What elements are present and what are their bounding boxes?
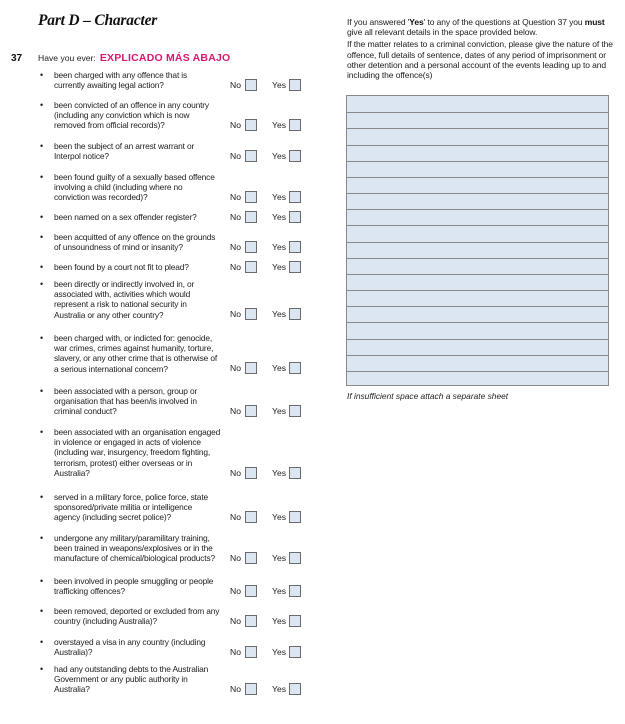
yes-option[interactable] bbox=[272, 405, 301, 418]
answer-choices bbox=[230, 552, 313, 566]
yes-checkbox[interactable] bbox=[289, 211, 301, 223]
ruled-line bbox=[347, 371, 608, 372]
question-text bbox=[38, 53, 230, 63]
no-option[interactable] bbox=[230, 405, 257, 418]
no-option[interactable] bbox=[230, 119, 257, 132]
question-item-line: trafficking offences? bbox=[54, 586, 126, 597]
no-checkbox[interactable] bbox=[245, 79, 257, 91]
question-number: 37 bbox=[11, 53, 23, 64]
no-label: No bbox=[230, 120, 241, 131]
no-label: No bbox=[230, 241, 241, 252]
no-checkbox[interactable] bbox=[245, 405, 257, 417]
bullet-icon: • bbox=[40, 386, 44, 396]
section-title: Part D – Character bbox=[38, 12, 158, 29]
question-item-line: in violence or engaged in acts of violence bbox=[54, 437, 201, 448]
no-label: No bbox=[230, 553, 241, 564]
question-item-line: Australia? bbox=[54, 684, 90, 695]
question-item bbox=[38, 492, 313, 523]
yes-option[interactable] bbox=[272, 645, 301, 658]
no-checkbox[interactable] bbox=[245, 241, 257, 253]
question-item-line: criminal conduct? bbox=[54, 406, 117, 417]
ruled-line bbox=[347, 161, 608, 162]
yes-checkbox[interactable] bbox=[289, 615, 301, 627]
question-item-text bbox=[54, 172, 229, 203]
question-item-text bbox=[54, 606, 229, 626]
yes-option[interactable] bbox=[272, 466, 301, 479]
no-checkbox[interactable] bbox=[245, 646, 257, 658]
question-item-text bbox=[54, 492, 229, 523]
ruled-line bbox=[347, 225, 608, 226]
yes-label: Yes bbox=[272, 150, 287, 161]
question-item-text bbox=[54, 333, 229, 374]
yes-label: Yes bbox=[272, 684, 287, 695]
question-item-line: overstayed a visa in any country (including bbox=[54, 637, 206, 647]
ruled-line bbox=[347, 145, 608, 146]
ruled-line bbox=[347, 112, 608, 113]
question-item bbox=[38, 637, 313, 657]
ruled-line bbox=[347, 306, 608, 307]
question-item-line: involving a child (including where no bbox=[54, 182, 183, 193]
answer-choices bbox=[230, 584, 313, 598]
question-item bbox=[38, 141, 313, 161]
yes-label: Yes bbox=[272, 646, 287, 657]
yes-option[interactable] bbox=[272, 78, 301, 91]
yes-label: Yes bbox=[272, 467, 287, 478]
bullet-icon: • bbox=[40, 492, 44, 502]
question-item-line: manufacture of chemical/biological products? bbox=[54, 553, 215, 564]
yes-checkbox[interactable] bbox=[289, 308, 301, 320]
no-label: No bbox=[230, 512, 241, 523]
no-option[interactable] bbox=[230, 240, 257, 253]
yes-label: Yes bbox=[272, 585, 287, 596]
yes-option[interactable] bbox=[272, 210, 301, 223]
answer-choices bbox=[230, 191, 313, 205]
question-item-line: undergone any military/paramilitary training, bbox=[54, 533, 210, 543]
ruled-line bbox=[347, 339, 608, 340]
no-checkbox[interactable] bbox=[245, 362, 257, 374]
details-text-area[interactable] bbox=[346, 95, 609, 386]
no-option[interactable] bbox=[230, 260, 257, 273]
no-option[interactable] bbox=[230, 614, 257, 627]
answer-choices bbox=[230, 119, 313, 133]
no-checkbox[interactable] bbox=[245, 191, 257, 203]
answer-choices bbox=[230, 240, 313, 254]
no-label: No bbox=[230, 261, 241, 272]
question-item-line: Australia)? bbox=[54, 647, 93, 658]
question-item-line: been charged with, or indicted for: genocide, bbox=[54, 333, 213, 343]
bullet-icon: • bbox=[40, 232, 44, 242]
yes-checkbox[interactable] bbox=[289, 405, 301, 417]
question-item bbox=[38, 576, 313, 596]
yes-option[interactable] bbox=[272, 362, 301, 375]
question-item-line: removed from official records)? bbox=[54, 120, 165, 131]
question-item-line: (including war, insurgency, freedom fighting, bbox=[54, 447, 211, 458]
question-item-line: had any outstanding debts to the Australian bbox=[54, 664, 209, 674]
yes-label: Yes bbox=[272, 309, 287, 320]
question-item bbox=[38, 386, 313, 417]
ruled-line bbox=[347, 209, 608, 210]
question-item-text bbox=[54, 576, 229, 596]
bullet-icon: • bbox=[40, 279, 44, 289]
no-label: No bbox=[230, 363, 241, 374]
question-item-line: been associated with an organisation engaged bbox=[54, 427, 221, 437]
no-checkbox[interactable] bbox=[245, 552, 257, 564]
no-label: No bbox=[230, 192, 241, 203]
question-item-line: slavery, or any other crime that is otherwise of bbox=[54, 353, 218, 364]
question-item-line: associated with, activities which would bbox=[54, 289, 191, 300]
bullet-icon: • bbox=[40, 70, 44, 80]
question-item-line: been the subject of an arrest warrant or bbox=[54, 141, 195, 151]
answer-choices bbox=[230, 405, 313, 419]
question-item-line: agency (including secret police)? bbox=[54, 512, 172, 523]
yes-checkbox[interactable] bbox=[289, 467, 301, 479]
yes-label: Yes bbox=[272, 553, 287, 564]
no-option[interactable] bbox=[230, 210, 257, 223]
yes-checkbox[interactable] bbox=[289, 362, 301, 374]
no-label: No bbox=[230, 309, 241, 320]
yes-checkbox[interactable] bbox=[289, 511, 301, 523]
question-item-text bbox=[54, 70, 229, 90]
question-item bbox=[38, 606, 313, 626]
question-item-line: country (including Australia)? bbox=[54, 616, 158, 627]
yes-option[interactable] bbox=[272, 552, 301, 565]
question-item-line: been removed, deported or excluded from any bbox=[54, 606, 220, 616]
question-item bbox=[38, 664, 313, 695]
question-label: Have you ever: bbox=[38, 53, 96, 63]
question-item-line: (including any conviction which is now bbox=[54, 110, 190, 121]
question-item-line: Australia? bbox=[54, 467, 90, 478]
question-item-text bbox=[54, 262, 229, 272]
bullet-icon: • bbox=[40, 606, 44, 616]
question-item-line: served in a military force, police force, state bbox=[54, 492, 209, 502]
no-label: No bbox=[230, 585, 241, 596]
details-criminal-instructions: If the matter relates to a criminal conviction, please give the nature of the offence, full details of sentence, dates of any period of imprisonment or other detention and a personal account of the events leading up to and including the offence(s) bbox=[347, 39, 613, 81]
question-item-line: Australia or any other country? bbox=[54, 309, 164, 320]
no-option[interactable] bbox=[230, 149, 257, 162]
question-item bbox=[38, 427, 313, 478]
yes-checkbox[interactable] bbox=[289, 261, 301, 273]
yes-option[interactable] bbox=[272, 191, 301, 204]
yes-label: Yes bbox=[272, 261, 287, 272]
no-label: No bbox=[230, 646, 241, 657]
question-item-line: been found by a court not fit to plead? bbox=[54, 262, 189, 272]
bullet-icon: • bbox=[40, 427, 44, 437]
yes-label: Yes bbox=[272, 79, 287, 90]
ruled-line bbox=[347, 322, 608, 323]
bullet-icon: • bbox=[40, 212, 44, 222]
no-label: No bbox=[230, 211, 241, 222]
ruled-line bbox=[347, 128, 608, 129]
no-checkbox[interactable] bbox=[245, 511, 257, 523]
answer-choices bbox=[230, 683, 313, 697]
no-checkbox[interactable] bbox=[245, 119, 257, 131]
question-item-line: been acquitted of any offence on the grounds bbox=[54, 232, 216, 242]
question-item-line: Interpol notice? bbox=[54, 151, 109, 162]
ruled-line bbox=[347, 177, 608, 178]
no-checkbox[interactable] bbox=[245, 585, 257, 597]
question-item-text bbox=[54, 427, 229, 478]
yes-option[interactable] bbox=[272, 240, 301, 253]
yes-option[interactable] bbox=[272, 308, 301, 321]
question-item-line: organisation that has been/is involved in bbox=[54, 396, 197, 407]
question-item-line: been trained in weapons/explosives or in the bbox=[54, 543, 213, 554]
details-intro: If you answered 'Yes' to any of the questions at Question 37 you must give all relevant details in the space provided below. bbox=[347, 17, 605, 38]
no-checkbox[interactable] bbox=[245, 211, 257, 223]
question-item-line: terrorism, protest) either overseas or in bbox=[54, 457, 193, 468]
question-item-line: conviction was recorded)? bbox=[54, 192, 148, 203]
bullet-icon: • bbox=[40, 262, 44, 272]
no-label: No bbox=[230, 615, 241, 626]
question-item-text bbox=[54, 386, 229, 417]
details-instructions bbox=[347, 17, 615, 82]
yes-label: Yes bbox=[272, 241, 287, 252]
yes-label: Yes bbox=[272, 615, 287, 626]
yes-checkbox[interactable] bbox=[289, 646, 301, 658]
yes-label: Yes bbox=[272, 120, 287, 131]
answer-choices bbox=[230, 614, 313, 628]
no-checkbox[interactable] bbox=[245, 467, 257, 479]
question-item-text bbox=[54, 100, 229, 131]
ruled-line bbox=[347, 193, 608, 194]
question-item bbox=[38, 212, 313, 222]
question-note: EXPLICADO MÁS ABAJO bbox=[99, 52, 231, 64]
question-item-line: of unsoundness of mind or insanity? bbox=[54, 242, 183, 253]
bullet-icon: • bbox=[40, 141, 44, 151]
bullet-icon: • bbox=[40, 664, 44, 674]
question-item-line: been charged with any offence that is bbox=[54, 70, 188, 80]
bullet-icon: • bbox=[40, 533, 44, 543]
ruled-line bbox=[347, 242, 608, 243]
question-item bbox=[38, 100, 313, 131]
answer-choices bbox=[230, 362, 313, 376]
yes-label: Yes bbox=[272, 406, 287, 417]
yes-checkbox[interactable] bbox=[289, 585, 301, 597]
question-item-line: been found guilty of a sexually based offence bbox=[54, 172, 215, 182]
no-checkbox[interactable] bbox=[245, 150, 257, 162]
ruled-line bbox=[347, 355, 608, 356]
yes-option[interactable] bbox=[272, 683, 301, 696]
yes-label: Yes bbox=[272, 192, 287, 203]
answer-choices bbox=[230, 466, 313, 480]
yes-checkbox[interactable] bbox=[289, 683, 301, 695]
yes-checkbox[interactable] bbox=[289, 552, 301, 564]
no-option[interactable] bbox=[230, 552, 257, 565]
yes-checkbox[interactable] bbox=[289, 241, 301, 253]
yes-option[interactable] bbox=[272, 584, 301, 597]
yes-label: Yes bbox=[272, 363, 287, 374]
question-item-line: been associated with a person, group or bbox=[54, 386, 198, 396]
question-item bbox=[38, 279, 313, 320]
yes-option[interactable] bbox=[272, 149, 301, 162]
insufficient-space-note: If insufficient space attach a separate sheet bbox=[347, 391, 509, 401]
question-item bbox=[38, 262, 313, 272]
ruled-line bbox=[347, 274, 608, 275]
question-item-line: currently awaiting legal action? bbox=[54, 80, 164, 91]
yes-checkbox[interactable] bbox=[289, 119, 301, 131]
yes-label: Yes bbox=[272, 211, 287, 222]
answer-choices bbox=[230, 511, 313, 525]
answer-choices bbox=[230, 149, 313, 163]
no-checkbox[interactable] bbox=[245, 615, 257, 627]
no-label: No bbox=[230, 406, 241, 417]
yes-checkbox[interactable] bbox=[289, 79, 301, 91]
question-item-line: war crimes, crimes against humanity, torture, bbox=[54, 343, 214, 354]
no-label: No bbox=[230, 79, 241, 90]
yes-label: Yes bbox=[272, 512, 287, 523]
no-option[interactable] bbox=[230, 191, 257, 204]
no-option[interactable] bbox=[230, 308, 257, 321]
bullet-icon: • bbox=[40, 100, 44, 110]
no-checkbox[interactable] bbox=[245, 261, 257, 273]
question-item-text bbox=[54, 533, 229, 564]
answer-choices bbox=[230, 308, 313, 322]
question-item-text bbox=[54, 664, 229, 695]
yes-option[interactable] bbox=[272, 260, 301, 273]
yes-option[interactable] bbox=[272, 119, 301, 132]
answer-choices bbox=[230, 78, 313, 92]
question-item-line: sponsored/private militia or intelligence bbox=[54, 502, 193, 513]
no-option[interactable] bbox=[230, 511, 257, 524]
question-item-line: a serious international concern? bbox=[54, 363, 168, 374]
no-option[interactable] bbox=[230, 683, 257, 696]
yes-checkbox[interactable] bbox=[289, 150, 301, 162]
answer-choices bbox=[230, 645, 313, 659]
question-item-line: been convicted of an offence in any country bbox=[54, 100, 209, 110]
question-item-line: represent a risk to national security in bbox=[54, 299, 187, 310]
bullet-icon: • bbox=[40, 637, 44, 647]
no-label: No bbox=[230, 467, 241, 478]
answer-choices bbox=[230, 210, 313, 224]
no-checkbox[interactable] bbox=[245, 683, 257, 695]
question-item-text bbox=[54, 637, 229, 657]
bullet-icon: • bbox=[40, 576, 44, 586]
question-item-line: been involved in people smuggling or people bbox=[54, 576, 214, 586]
question-item-text bbox=[54, 141, 229, 161]
question-item bbox=[38, 533, 313, 564]
no-checkbox[interactable] bbox=[245, 308, 257, 320]
no-option[interactable] bbox=[230, 78, 257, 91]
question-item-line: Government or any public authority in bbox=[54, 674, 188, 685]
no-option[interactable] bbox=[230, 466, 257, 479]
question-item-line: been directly or indirectly involved in, or bbox=[54, 279, 195, 289]
question-item-text bbox=[54, 279, 229, 320]
no-option[interactable] bbox=[230, 584, 257, 597]
bullet-icon: • bbox=[40, 333, 44, 343]
question-item bbox=[38, 70, 313, 90]
answer-choices bbox=[230, 260, 313, 274]
yes-checkbox[interactable] bbox=[289, 191, 301, 203]
no-option[interactable] bbox=[230, 645, 257, 658]
yes-option[interactable] bbox=[272, 614, 301, 627]
bullet-icon: • bbox=[40, 172, 44, 182]
question-item bbox=[38, 333, 313, 374]
question-item-line: been named on a sex offender register? bbox=[54, 212, 197, 222]
question-item-text bbox=[54, 232, 229, 252]
question-item-text bbox=[54, 212, 229, 222]
no-label: No bbox=[230, 684, 241, 695]
question-item bbox=[38, 232, 313, 252]
no-label: No bbox=[230, 150, 241, 161]
no-option[interactable] bbox=[230, 362, 257, 375]
yes-option[interactable] bbox=[272, 511, 301, 524]
question-item bbox=[38, 172, 313, 203]
ruled-line bbox=[347, 258, 608, 259]
ruled-line bbox=[347, 290, 608, 291]
